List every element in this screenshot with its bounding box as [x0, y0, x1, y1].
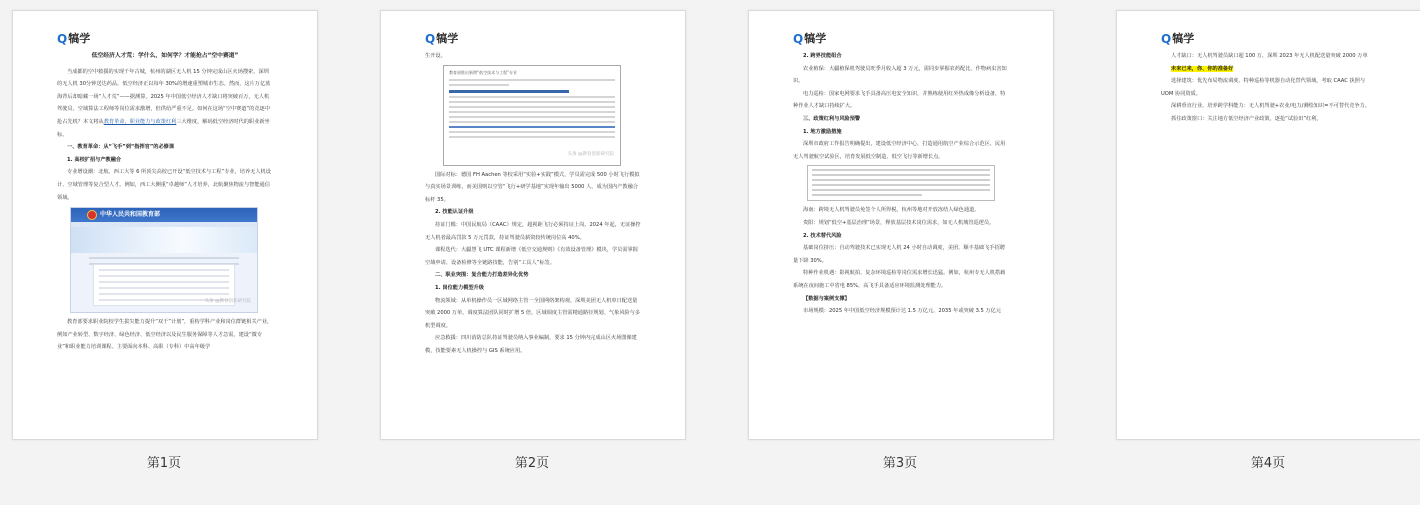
paragraph: 市场规模：2025 年中国低空经济规模预计达 1.5 万亿元，2035 年或突破 3.5 万亿元	[803, 308, 1002, 315]
paragraph: 国际对标：德国 FH Aachen 等校采用“实验+实践”模式，学员需完成 500 小时飞行模拟与真实场景训练，而美国则以空管“飞行+研学基地”实现年输出 5000 人，成为国内产教融合标杆 35。	[425, 171, 640, 203]
section-heading: 二、职业突围：复合能力打造差异化优势	[435, 272, 529, 279]
paragraph: 持证门槛：中国民航局（CAAC）规定，超视距飞行必须持证上岗。2024 年起，无证操控无人机者最高罚款 5 万元罚款，持证驾驶员薪资较传统岗位高 40%。	[425, 221, 641, 241]
subsection-heading: 1. 岗位能力模型升级	[435, 284, 484, 291]
brand-logo-q-icon: Q	[425, 32, 436, 46]
section-heading: 一、教育革命：从“飞手”到“指挥官”的必修课	[67, 144, 175, 151]
section-heading	[1161, 63, 1376, 76]
paragraph: 专业增设潮：北航、西工大等 6 所顶尖高校已开设“低空技术与工程”专业，培养无人机设计、空域管理等复合型人才。例如，西工大侧重“卓越师”人才培养，北航聚焦物流与智能通信领域。	[57, 169, 271, 201]
quoted-text-screenshot	[807, 165, 995, 201]
page-thumbnail-1[interactable]	[12, 10, 318, 440]
paragraph: 课程迭代：大疆慧飞 UTC 课程新增《低空交通规则》《有效设备管理》模块，学员需掌握空域申请、设备检修等全链路技能，告别“工具人”标签。	[425, 247, 638, 266]
national-emblem-icon	[87, 210, 97, 220]
brand-logo-q-icon: Q	[57, 32, 68, 46]
brand-logo-q-icon: Q	[793, 32, 804, 46]
page-thumbnail-4[interactable]	[1116, 10, 1420, 440]
brand-logo-q-icon: Q	[1161, 32, 1172, 46]
paragraph: 海南：跨境无人机驾驶员免签个人所得税，杭州等地对开放冻结人绿色通道。	[803, 207, 980, 214]
subsection-heading: 【数据与案例支撑】	[803, 295, 850, 302]
paragraph: 生开设。	[425, 53, 446, 59]
subsection-heading: 2. 技术替代风险	[803, 232, 842, 239]
brand-logo	[425, 33, 641, 45]
gov-header	[71, 208, 257, 222]
paragraph: 教育部要求职业院校学生拔尖能力提升“双千”计划”，重构学科产业和岗位群链相关产业，例如产业转型、数字经济、绿色经济、低空经济以及民生服务保障等人才急需，建设“微专业”和职业能力培训课程。主要面向本科、高职（专科）中高年级学	[57, 319, 273, 351]
paragraph: 人才缺口：无人机驾驶员缺口超 100 万，深圳 2023 年无人机配送量突破 2000 万单	[1171, 53, 1368, 59]
highlighted-text: 未来已来，你、你的准备好	[1171, 65, 1234, 72]
page-label-1: 第1页	[146, 456, 182, 471]
brand-logo-text: 犒学	[1172, 32, 1195, 45]
article-heading: 教育部推出新增“低空技术与工程”专业	[449, 69, 518, 75]
paragraph: 特种作业机遇：影视航拍、复杂环境巡检等岗位需求增长迅猛。例如，杭州专无人机搭载系统在夜间施工中省电 85%，高飞手具备适应环境监测处理能力。	[793, 270, 1006, 289]
document-title: 低空经济人才荒：学什么，如何学？才能抢占“空中赛道”	[91, 53, 239, 59]
paragraph: 选择建筑：优先布局物流调度、特种巡检等机器自动化替代领域，考取 CAAC 执照与 UOM 协同资质。	[1161, 78, 1366, 97]
page-label-4: 第4页	[1250, 456, 1286, 471]
image-watermark: 头条 @教育创新研究院	[204, 298, 251, 304]
subsection-heading: 2. 跨界技能组合	[803, 53, 842, 59]
paragraph: 贵阳：规划“低空+基层治理”场景，释放基层技术岗位需求，如无人机城管巡逻员。	[803, 219, 995, 226]
page-label-2: 第2页	[514, 456, 550, 471]
brand-logo	[57, 33, 273, 45]
brand-logo	[793, 33, 1009, 45]
news-article-screenshot	[443, 65, 621, 166]
gov-banner	[71, 227, 257, 253]
section-heading: 三、政策红利与风险预警	[803, 115, 861, 122]
subsection-heading: 1. 地方激励措施	[803, 128, 842, 135]
brand-logo-text: 犒学	[804, 32, 827, 45]
paragraph: 物流领域：从单机操作员一区域网络主管一全国网络架构观。深圳美团无人机单日配送量突破 2000 万单，调度算法团队同时扩增 5 倍，区域调度主管需精通路径规划、气象风险与多机型调度。	[425, 297, 641, 329]
paragraph: 电力巡检：国家电网要求飞手具备高压电安全知识，并熟练使用红外热成像分析设备，特种作业人才缺口持续扩大。	[793, 90, 1006, 110]
paragraph: 深耕垂直行业，培养跨学科能力：无人机驾驶+农业/电力/测绘知识=不可替代竞争力。	[1171, 103, 1370, 110]
paragraph: 应急救援：四川消防总队持证驾驶员纳入事业编制，要求 15 分钟内完成山区火场图像建模，技能要素无人机操控与 GIS 系统应用。	[425, 335, 637, 354]
ministry-website-screenshot	[70, 207, 258, 313]
paragraph: 农业植保：大疆植保机驾驶员旺季月收入超 3 万元，需同步掌握农药配比、作物病虫害知识。	[793, 65, 1007, 85]
paragraph: 基础岗位挤压：自动驾驶技术已实现无人机 24 小时自动调度，美团、顺丰基础飞手招聘量下降 30%。	[793, 245, 1005, 264]
brand-logo-text: 犒学	[436, 32, 459, 45]
page-thumbnail-2[interactable]	[380, 10, 686, 440]
page-label-3: 第3页	[882, 456, 918, 471]
inline-link[interactable]: 教育革命、职业能力与政策红利	[103, 118, 177, 125]
paragraph: 深圳市政府工作报告明确提出，建设低空经济中心，打造通用航空产业综合示范区、民用无人驾驶航空试验区，培育发展低空制造、低空飞行等新增长点。	[793, 141, 1006, 160]
image-watermark: 头条 @教育创新研究院	[567, 152, 614, 157]
paragraph: 抓住政策窗口：关注地方低空经济产业政策，逐抢“试验田”红利。	[1171, 115, 1322, 122]
brand-logo-text: 犒学	[68, 32, 91, 45]
gov-site-title: 中华人民共和国教育部	[100, 211, 161, 219]
page-thumbnail-3[interactable]	[748, 10, 1054, 440]
paragraph: 当成都的空中救援的实现千年古城，杭州的湖区无人机 15 分钟完成山区火场搜索，深圳的无人机 30分钟送达药品，低空经济正以每年 30%的增速重塑城市生态。然而，这片万亿蓝海背后却暗藏一场“人才荒”——据测算，2025 年中国低空经济人才缺口将突破百万，无人机驾驶员、空域算法工程师等岗位需求激增，但供给严重不足。如何在这场“空中赛道”的竞逐中抢占先机？本文将从教育革命、职业能力与政策红利三大维度，解码低空经济时代的职业新坐标。	[57, 68, 271, 138]
subsection-heading: 2. 技能认证升级	[435, 209, 474, 216]
subsection-heading: 1. 高校扩招与产教融合	[67, 156, 122, 163]
brand-logo	[1161, 33, 1376, 45]
